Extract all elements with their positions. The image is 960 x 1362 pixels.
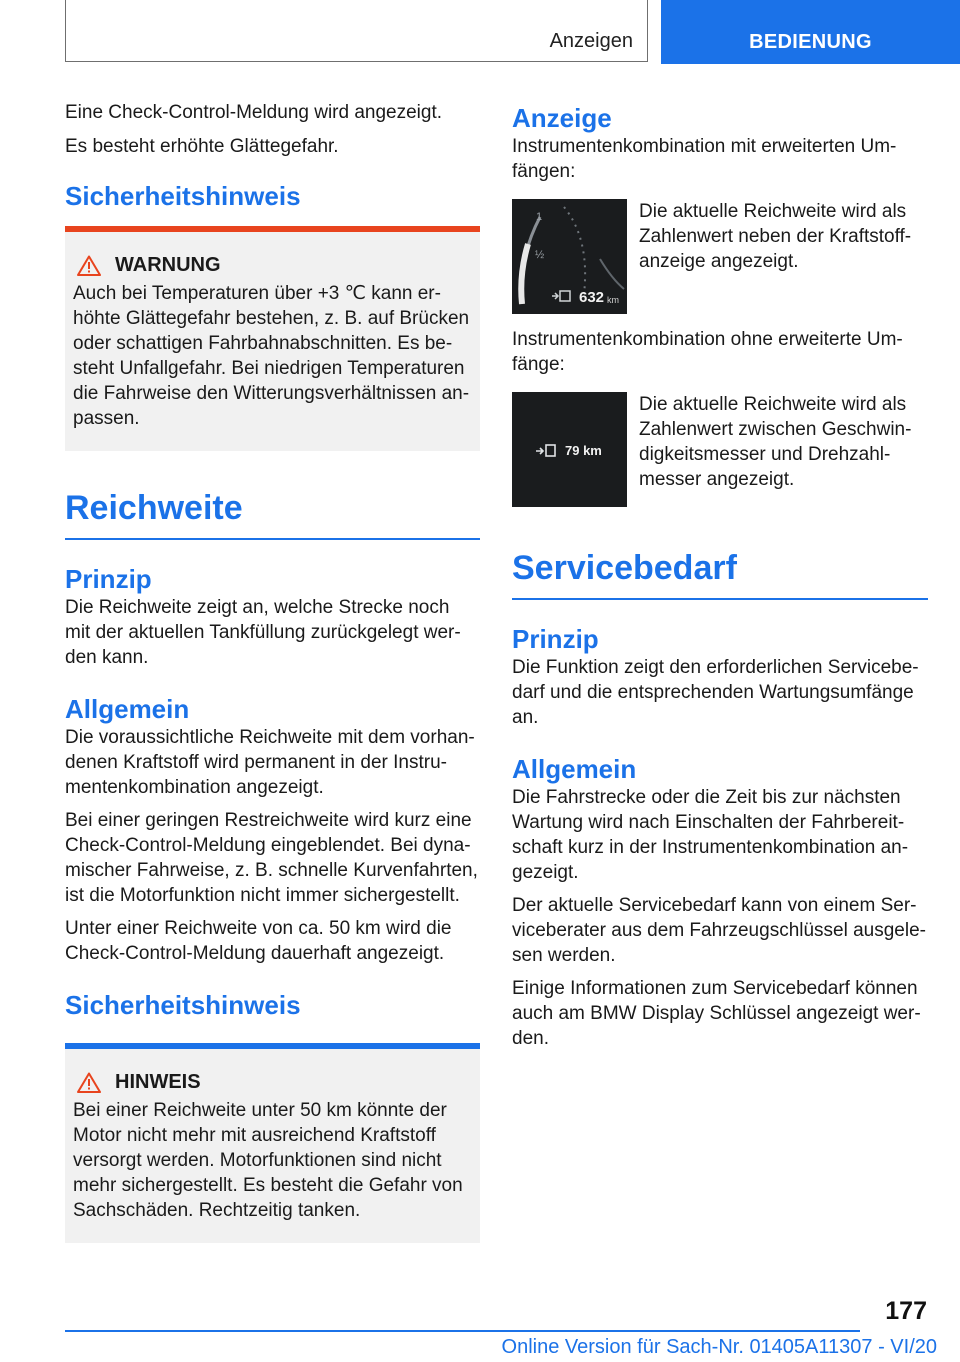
range-value: 632 — [579, 289, 605, 306]
servicebedarf-allgemein-para-2: Der aktuelle Servicebedarf kann von einem Ser-viceberater aus dem Fahrzeugschlüssel ausgele-sen werden. — [512, 894, 926, 966]
warning-title-row — [73, 254, 472, 277]
basic-figure-row — [512, 392, 928, 507]
warning-icon — [77, 1072, 101, 1093]
extended-desc-text: Die aktuelle Reichweite wird als Zahlenwert neben der Kraftstoff-anzeige angezeigt. — [639, 201, 912, 272]
reichweite-prinzip-heading: Prinzip — [65, 563, 152, 594]
safety-heading-2: Sicherheitshinweis — [65, 989, 301, 1020]
warning-icon — [77, 255, 101, 276]
note-title: HINWEIS — [115, 1070, 201, 1093]
reichweite-allgemein-para-3: Unter einer Reichweite von ca. 50 km wird die Check-Control-Meldung dauerhaft angezeigt. — [65, 917, 452, 964]
safety-heading: Sicherheitshinweis — [65, 181, 301, 211]
servicebedarf-allgemein-para-1: Die Fahrstrecke oder die Zeit bis zur nächsten Wartung wird nach Einschalten der Fahrbereit-schaft kurz in der Instrumentenkombination an-gezeigt. — [512, 786, 909, 883]
extended-description — [639, 199, 928, 274]
chapter-tab — [661, 0, 960, 64]
section-tab-label: Anzeigen — [549, 30, 633, 52]
servicebedarf-allgemein-para-3: Einige Informationen zum Servicebedarf können auch am BMW Display Schlüssel angezeigt wer-den. — [512, 977, 921, 1049]
servicebedarf-prinzip-text: Die Funktion zeigt den erforderlichen Servicebe-darf und die entsprechenden Wartungsumfänge an. — [512, 656, 919, 728]
online-version-note: Online Version für Sach-Nr. 01405A11307 - VI/20 — [501, 1336, 937, 1358]
warning-box — [65, 226, 480, 451]
right-column — [512, 100, 928, 1059]
reichweite-allgemein-heading: Allgemein — [65, 693, 190, 724]
anzeige-heading: Anzeige — [512, 103, 612, 133]
section-tab — [65, 0, 648, 62]
reichweite-rule — [65, 538, 480, 540]
basic-description — [639, 392, 928, 492]
note-box — [65, 1043, 480, 1243]
basic-desc-text: Die aktuelle Reichweite wird als Zahlenwert zwischen Geschwin-digkeitsmesser und Drehzahl-messer angezeigt. — [639, 394, 912, 490]
range-unit: km — [607, 295, 619, 305]
chapter-tab-label: BEDIENUNG — [749, 31, 872, 53]
reichweite-heading: Reichweite — [65, 489, 243, 527]
extended-cluster-image — [512, 199, 627, 314]
page-number: 177 — [885, 1297, 927, 1325]
reichweite-prinzip-text: Die Reichweite zeigt an, welche Strecke noch mit der aktuellen Tankfüllung zurückgelegt wer-den kann. — [65, 596, 461, 668]
warning-text: Auch bei Temperaturen über +3 ℃ kann er-höhte Glättegefahr bestehen, z. B. auf Brücken oder schattigen Fahrbahnabschnitten. Es be-steht Unfallgefahr. Bei niedrigen Temperaturen die Fahrweise den Witterungsverhältnissen an-passen. — [73, 283, 470, 429]
servicebedarf-allgemein-heading: Allgemein — [512, 753, 637, 784]
servicebedarf-heading: Servicebedarf — [512, 549, 737, 587]
extended-figure-row — [512, 199, 928, 314]
gauge-tick-half: ½ — [535, 249, 545, 261]
warning-title: WARNUNG — [115, 254, 221, 276]
footer-rule — [65, 1330, 860, 1332]
gauge-tick-one: 1 — [536, 211, 543, 223]
reichweite-allgemein-para-1: Die voraussichtliche Reichweite mit dem vorhan-denen Kraftstoff wird permanent in der Instru-mentenkombination angezeigt. — [65, 726, 475, 798]
basic-range-value: 79 km — [565, 443, 602, 458]
basic-intro: Instrumentenkombination ohne erweiterte Um-fänge: — [512, 329, 903, 375]
basic-cluster-image — [512, 392, 627, 507]
servicebedarf-rule — [512, 598, 928, 600]
left-column — [65, 100, 480, 1243]
note-title-row — [73, 1071, 472, 1094]
reichweite-allgemein-para-2: Bei einer geringen Restreichweite wird kurz eine Check-Control-Meldung eingeblendet. Bei dyna-mischer Fahrweise, z. B. schnelle Kurvenfahrten, ist die Motorfunktion nicht immer sichergestellt. — [65, 809, 478, 906]
intro-line-2: Es besteht erhöhte Glättegefahr. — [65, 136, 339, 157]
note-text: Bei einer Reichweite unter 50 km könnte der Motor nicht mehr mit ausreichend Kraftstoff versorgt werden. Motorfunktionen sind nicht mehr sichergestellt. Es besteht die Gefahr von Sachschäden. Rechtzeitig tanken. — [73, 1099, 463, 1221]
intro-line-1: Eine Check-Control-Meldung wird angezeigt. — [65, 102, 443, 123]
extended-intro: Instrumentenkombination mit erweiterten Um-fängen: — [512, 136, 897, 182]
servicebedarf-prinzip-heading: Prinzip — [512, 623, 599, 654]
